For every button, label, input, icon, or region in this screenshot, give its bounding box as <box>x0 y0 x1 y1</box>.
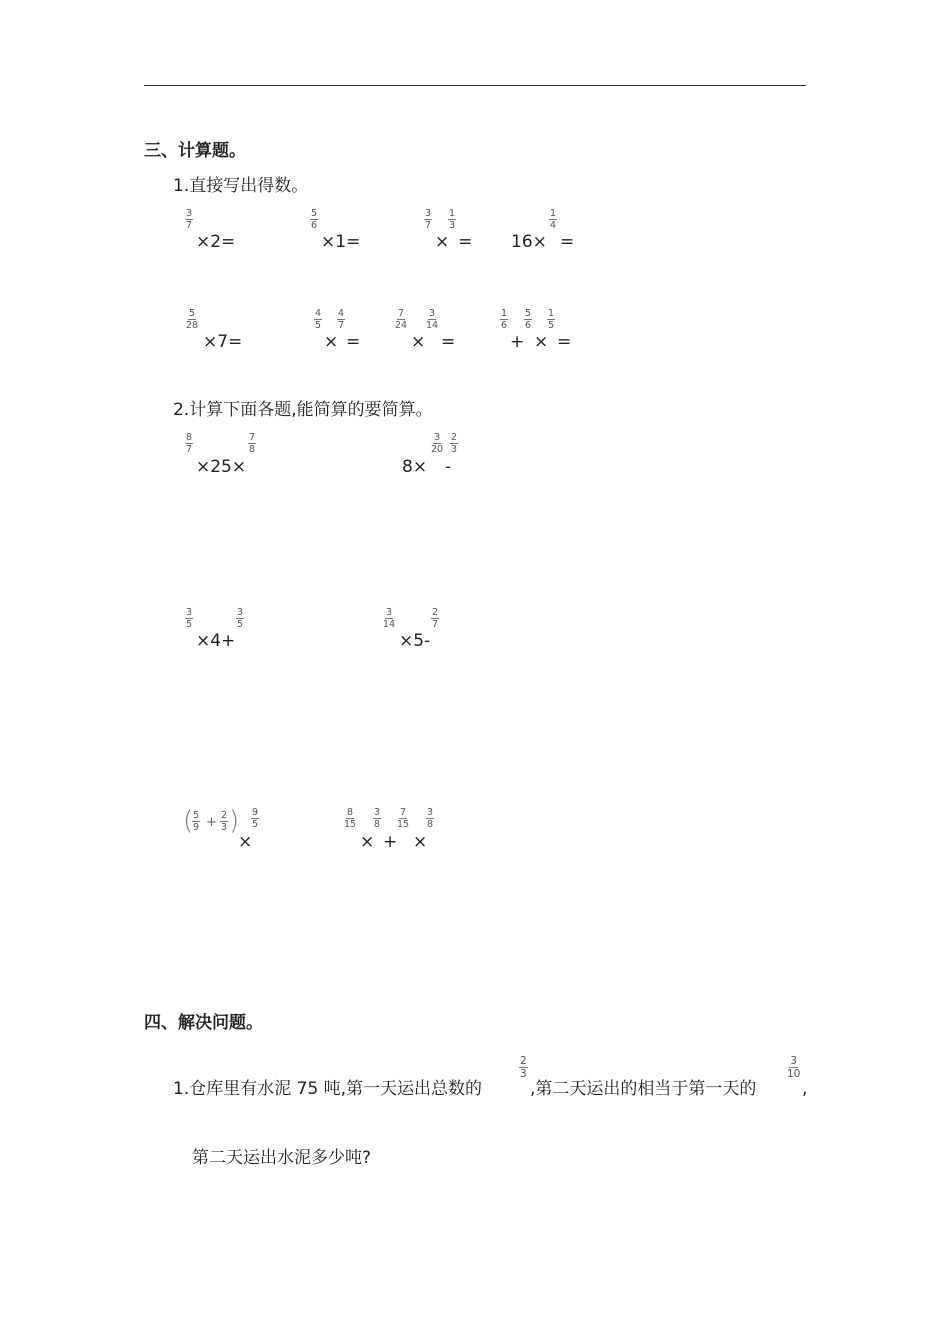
operator: = <box>441 332 456 352</box>
expression-text: ×25× <box>196 457 247 477</box>
q2-label: 2.计算下面各题,能简算的要简算。 <box>173 400 433 420</box>
problem-text: 1.仓库里有水泥 75 吨,第一天运出总数的 <box>173 1079 483 1099</box>
left-paren: ( <box>183 806 194 836</box>
operator: × <box>360 832 375 852</box>
expression-text: ×7= <box>203 332 243 352</box>
fraction: $\frac{2}{7}$ <box>432 607 439 630</box>
section4-heading: 四、解决问题。 <box>144 1013 263 1033</box>
operator: × <box>534 332 549 352</box>
fraction: $\frac{2}{3}$ <box>520 1055 527 1080</box>
problem-text: 第二天运出水泥多少吨? <box>192 1148 372 1168</box>
fraction: $\frac{5}{6}$ <box>311 208 318 231</box>
operator: × <box>324 332 339 352</box>
fraction: $\frac{7}{24}$ <box>395 308 408 331</box>
plus-sign: + <box>206 815 217 830</box>
operator: = <box>560 232 575 252</box>
fraction: $\frac{3}{5}$ <box>186 607 193 630</box>
fraction: $\frac{3}{20}$ <box>431 432 444 455</box>
problem-text: ,第二天运出的相当于第一天的 <box>530 1079 757 1099</box>
expression-text: 16× <box>511 232 547 252</box>
fraction: $\frac{5}{6}$ <box>525 308 532 331</box>
section3-heading: 三、计算题。 <box>144 141 246 161</box>
fraction: $\frac{7}{8}$ <box>249 432 256 455</box>
fraction: $\frac{7}{15}$ <box>397 807 410 830</box>
fraction: $\frac{3}{14}$ <box>426 308 439 331</box>
fraction: $\frac{1}{6}$ <box>501 308 508 331</box>
expression-text: ×5- <box>399 631 431 651</box>
operator: = <box>458 232 473 252</box>
fraction: $\frac{1}{4}$ <box>550 208 557 231</box>
expression-text: ×1= <box>321 232 361 252</box>
operator: × <box>435 232 450 252</box>
fraction: $\frac{9}{5}$ <box>252 807 259 830</box>
operator: + <box>383 832 398 852</box>
fraction: $\frac{2}{3}$ <box>221 810 228 833</box>
header-rule <box>144 85 806 86</box>
fraction: $\frac{3}{14}$ <box>383 607 396 630</box>
problem-text: , <box>802 1079 808 1099</box>
operator: × <box>411 332 426 352</box>
fraction: $\frac{3}{8}$ <box>374 807 381 830</box>
fraction: $\frac{1}{3}$ <box>449 208 456 231</box>
expression-text: ×4+ <box>196 631 236 651</box>
fraction: $\frac{8}{7}$ <box>186 432 193 455</box>
fraction: $\frac{1}{5}$ <box>548 308 555 331</box>
fraction: $\frac{3}{10}$ <box>787 1055 801 1080</box>
fraction: $\frac{4}{5}$ <box>315 308 322 331</box>
fraction: $\frac{4}{7}$ <box>338 308 345 331</box>
q1-label: 1.直接写出得数。 <box>173 176 309 196</box>
fraction: $\frac{5}{28}$ <box>186 308 199 331</box>
operator: × <box>413 832 428 852</box>
fraction: $\frac{2}{3}$ <box>451 432 458 455</box>
operator: + <box>510 332 525 352</box>
operator: × <box>238 832 253 852</box>
fraction: $\frac{5}{9}$ <box>193 810 200 833</box>
expression-text: 8× <box>402 457 428 477</box>
fraction: $\frac{3}{8}$ <box>427 807 434 830</box>
fraction: $\frac{3}{5}$ <box>237 607 244 630</box>
fraction: $\frac{8}{15}$ <box>344 807 357 830</box>
operator: - <box>445 457 452 477</box>
fraction: $\frac{3}{7}$ <box>186 208 193 231</box>
expression-text: ×2= <box>196 232 236 252</box>
operator: = <box>346 332 361 352</box>
fraction: $\frac{3}{7}$ <box>425 208 432 231</box>
right-paren: ) <box>229 806 240 836</box>
operator: = <box>557 332 572 352</box>
